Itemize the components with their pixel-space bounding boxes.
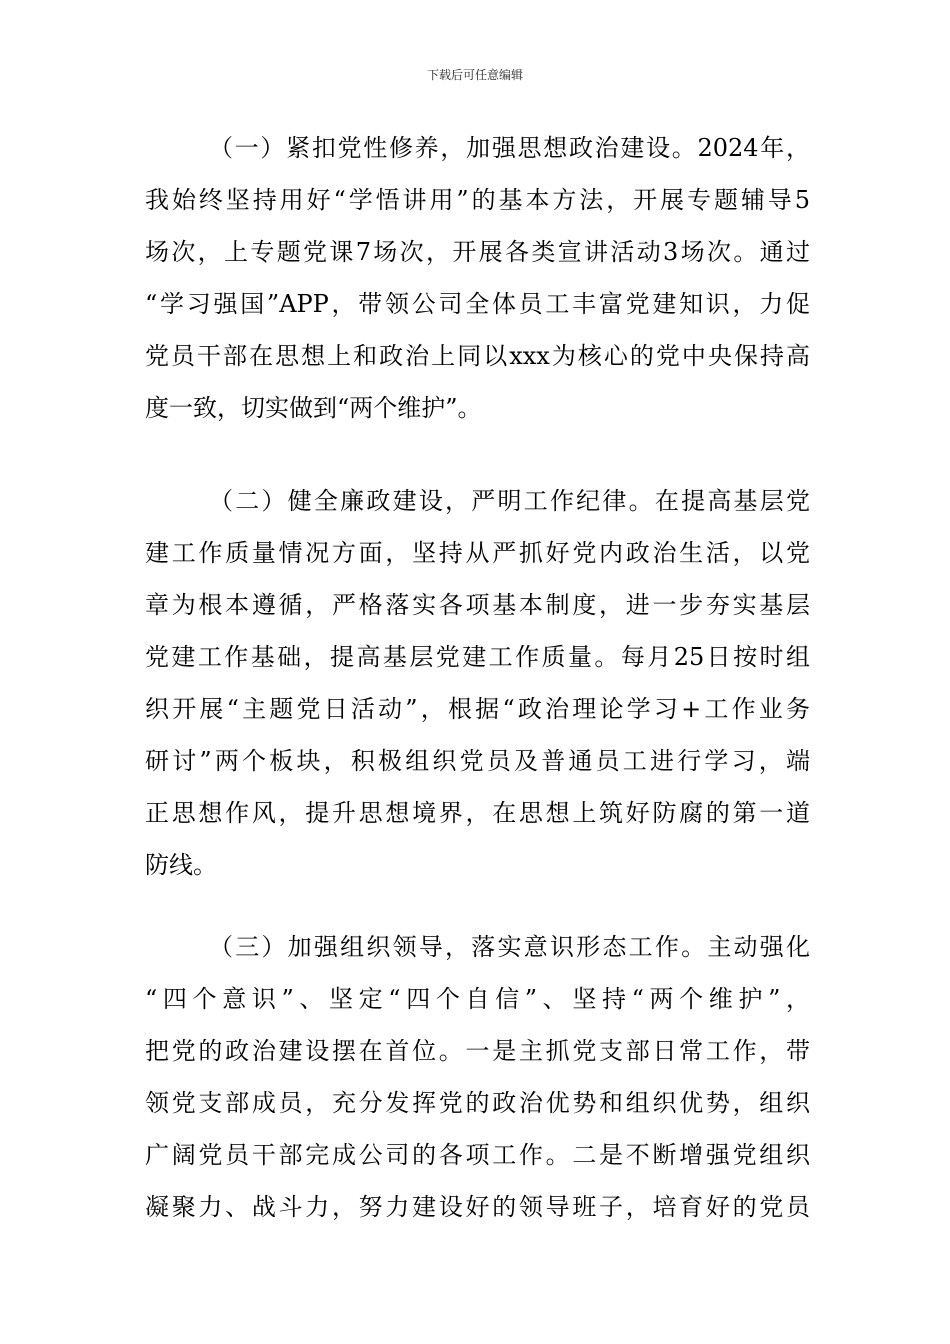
text-line: 织开展“主题党日活动”，根据“政治理论学习+工作业务: [145, 695, 810, 723]
text-line: （一）紧扣党性修养，加强思想政治建设。2024年，: [209, 134, 810, 162]
text-line: 防线。: [145, 851, 217, 879]
text-line: （二）健全廉政建设，严明工作纪律。在提高基层党: [209, 487, 810, 515]
text-line: 正思想作风，提升思想境界，在思想上筑好防腐的第一道: [145, 799, 810, 827]
paragraph-2: [145, 475, 810, 891]
header-note: 下载后可任意编辑: [426, 68, 523, 82]
text-line: 场次，上专题党课7场次，开展各类宣讲活动3场次。通过: [145, 238, 810, 266]
paragraph-1: [145, 122, 810, 434]
text-line: 领党支部成员，充分发挥党的政治优势和组织优势，组织: [145, 1089, 810, 1117]
text-line: “学习强国”APP，带领公司全体员工丰富党建知识，力促: [145, 290, 810, 318]
text-line: 凝聚力、战斗力，努力建设好的领导班子，培育好的党员: [145, 1193, 810, 1221]
text-line: 建工作质量情况方面，坚持从严抓好党内政治生活，以党: [145, 539, 810, 567]
text-line: 把党的政治建设摆在首位。一是主抓党支部日常工作，带: [145, 1037, 810, 1065]
text-line: 广阔党员干部完成公司的各项工作。二是不断增强党组织: [145, 1141, 810, 1169]
text-line: 党建工作基础，提高基层党建工作质量。每月25日按时组: [145, 643, 810, 671]
text-line: （三）加强组织领导，落实意识形态工作。主动强化: [209, 933, 810, 961]
text-line: 度一致，切实做到“两个维护”。: [145, 394, 482, 422]
paragraph-3: [145, 921, 810, 1233]
text-line: “四个意识”、坚定“四个自信”、坚持“两个维护”，: [145, 985, 810, 1013]
text-line: 我始终坚持用好“学悟讲用”的基本方法，开展专题辅导5: [145, 186, 810, 214]
text-line: 研讨”两个板块，积极组织党员及普通员工进行学习，端: [145, 747, 810, 775]
text-line: 章为根本遵循，严格落实各项基本制度，进一步夯实基层: [145, 591, 810, 619]
text-line: 党员干部在思想上和政治上同以xxx为核心的党中央保持高: [145, 342, 810, 370]
